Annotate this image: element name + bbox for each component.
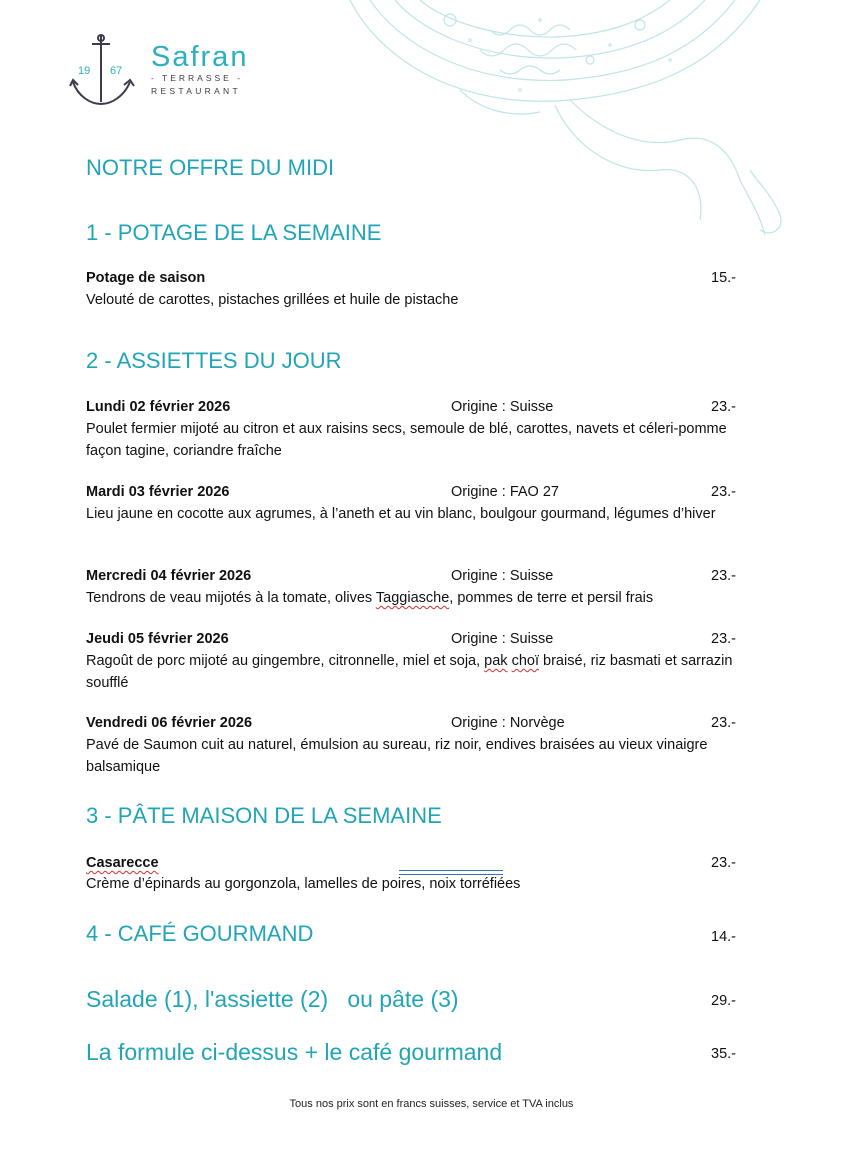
- brand-name: Safran: [151, 41, 249, 73]
- potage-name: Potage de saison: [86, 270, 206, 286]
- price-vendredi: 23.-: [711, 715, 736, 731]
- formule-1-price: 29.-: [711, 993, 736, 1009]
- price-jeudi: 23.-: [711, 631, 736, 647]
- desc-mercredi: Tendrons de veau mijotés à la tomate, olives Taggiasche, pommes de terre et persil frais: [86, 590, 654, 606]
- jellyfish-illustration: [340, 0, 820, 240]
- pate-price: 23.-: [711, 855, 736, 871]
- potage-description: Velouté de carottes, pistaches grillées et huile de pistache: [86, 292, 459, 308]
- desc-vendredi: Pavé de Saumon cuit au naturel, émulsion au sureau, riz noir, endives braisées au vieux vinaigre balsamique: [86, 737, 708, 775]
- formule-1-label: Salade (1), l'assiette (2) ou pâte (3): [86, 986, 459, 1012]
- potage-price: 15.-: [711, 270, 736, 286]
- brand-subtitle-restaurant: RESTAURANT: [151, 86, 241, 96]
- origin-vendredi: Origine : Norvège: [451, 715, 565, 731]
- day-jeudi: Jeudi 05 février 2026: [86, 631, 229, 647]
- formule-2-price: 35.-: [711, 1046, 736, 1062]
- heading-assiettes: 2 - ASSIETTES DU JOUR: [86, 348, 342, 373]
- logo-year-right: 67: [110, 65, 123, 77]
- day-lundi: Lundi 02 février 2026: [86, 399, 231, 415]
- origin-mercredi: Origine : Suisse: [451, 568, 554, 584]
- price-mercredi: 23.-: [711, 568, 736, 584]
- cafe-price: 14.-: [711, 929, 736, 945]
- logo-year-left: 19: [78, 65, 91, 77]
- price-mardi: 23.-: [711, 484, 736, 500]
- formule-2-label: La formule ci-dessus + le café gourmand: [86, 1039, 503, 1065]
- pate-name: Casarecce: [86, 855, 159, 871]
- desc-lundi: Poulet fermier mijoté au citron et aux raisins secs, semoule de blé, carottes, navets et céleri-pomme façon tagine, coriandre fraîche: [86, 421, 727, 459]
- page-title: NOTRE OFFRE DU MIDI: [86, 155, 335, 180]
- desc-jeudi: Ragoût de porc mijoté au gingembre, citronnelle, miel et soja, pak choï braisé, riz basmati et sarrazin soufflé: [86, 653, 733, 691]
- origin-jeudi: Origine : Suisse: [451, 631, 554, 647]
- footer-note: Tous nos prix sont en francs suisses, service et TVA inclus: [289, 1098, 574, 1110]
- heading-cafe: 4 - CAFÉ GOURMAND: [86, 921, 314, 946]
- desc-mardi: Lieu jaune en cocotte aux agrumes, à l’aneth et au vin blanc, boulgour gourmand, légumes d’hiver: [86, 506, 716, 522]
- origin-mardi: Origine : FAO 27: [451, 484, 559, 500]
- pate-description: Crème d’épinards au gorgonzola, lamelles de poires, noix torréfiées: [86, 876, 521, 892]
- day-vendredi: Vendredi 06 février 2026: [86, 715, 253, 731]
- origin-lundi: Origine : Suisse: [451, 399, 554, 415]
- day-mardi: Mardi 03 février 2026: [86, 484, 230, 500]
- heading-potage: 1 - POTAGE DE LA SEMAINE: [86, 220, 382, 245]
- day-mercredi: Mercredi 04 février 2026: [86, 568, 252, 584]
- price-lundi: 23.-: [711, 399, 736, 415]
- brand-subtitle-terrasse: - TERRASSE -: [151, 73, 244, 83]
- heading-pate: 3 - PÂTE MAISON DE LA SEMAINE: [86, 803, 442, 828]
